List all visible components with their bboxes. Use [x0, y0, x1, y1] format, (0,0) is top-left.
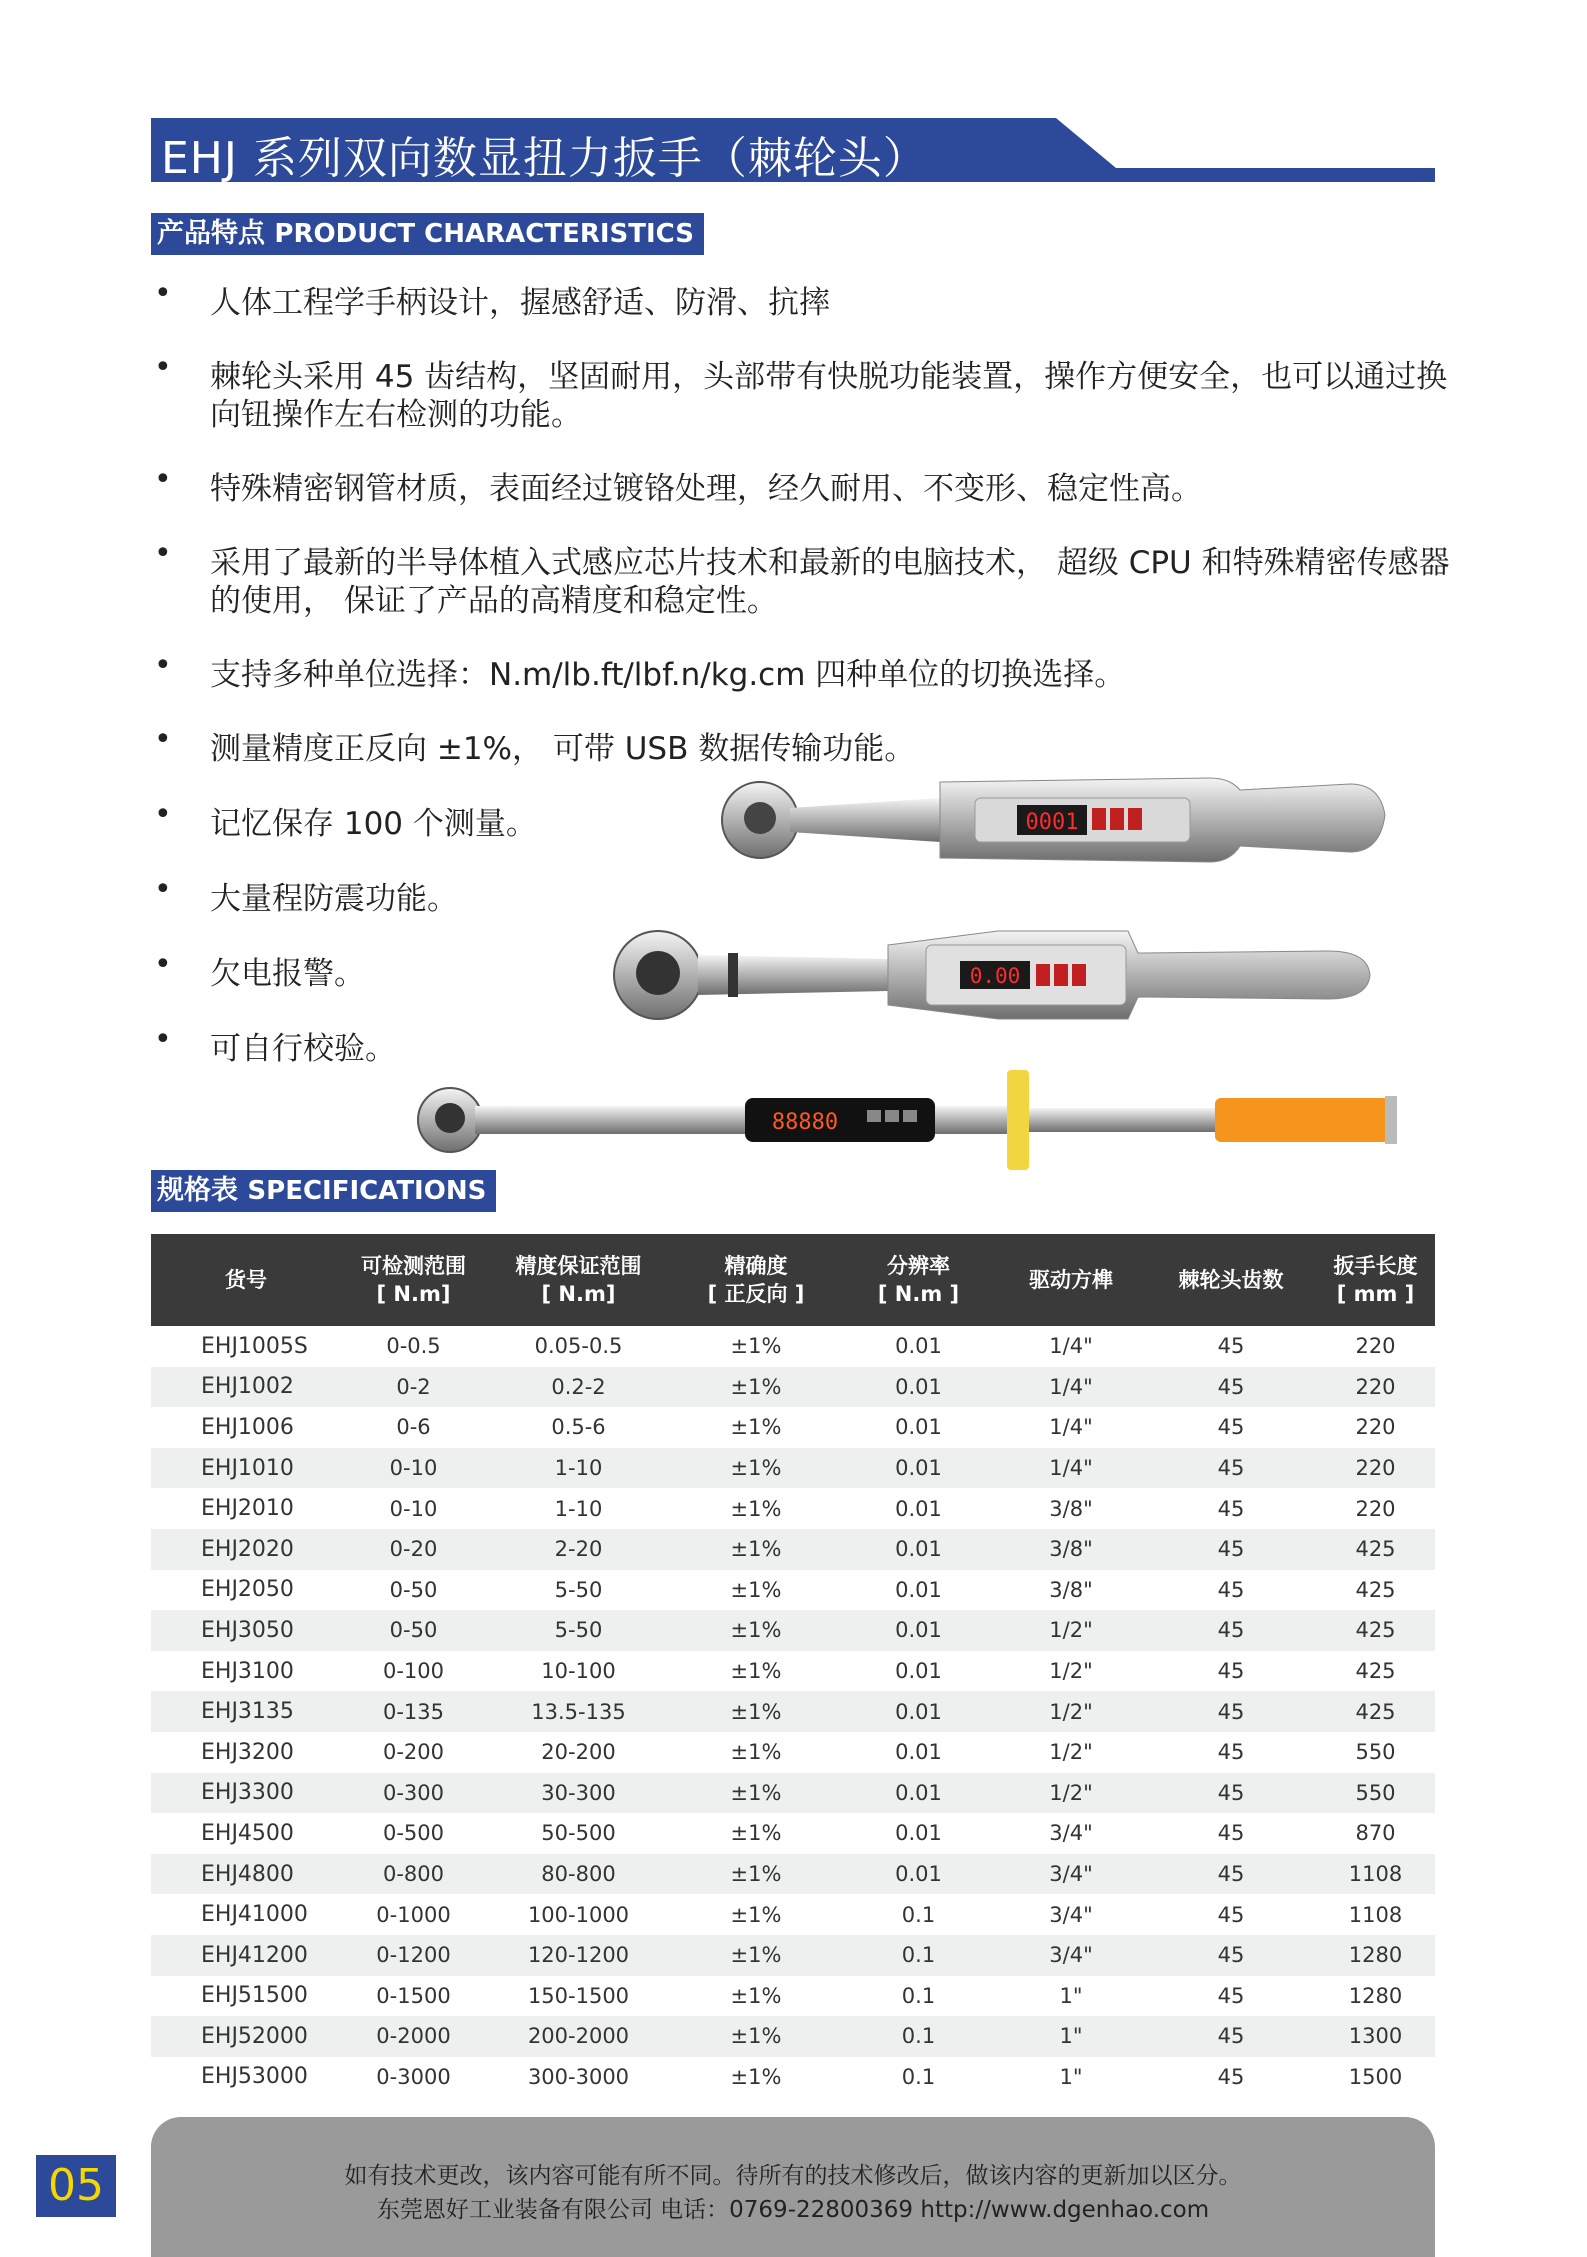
features-section-en: PRODUCT CHARACTERISTICS: [274, 219, 694, 249]
table-cell: 1-10: [554, 1496, 603, 1521]
table-cell: ±1%: [730, 1659, 782, 1684]
table-cell: 1": [1059, 1983, 1083, 2008]
table-cell: 0.2-2: [486, 1367, 671, 1408]
table-cell: 45: [1146, 1610, 1316, 1651]
bullet-icon: •: [154, 1022, 172, 1057]
table-cell: EHJ1006: [201, 1414, 294, 1440]
table-row: [151, 1570, 1435, 1611]
table-cell: 1": [1059, 2064, 1083, 2089]
table-cell: ±1%: [730, 1821, 782, 1846]
table-cell: EHJ3300: [151, 1773, 341, 1814]
table-cell: 0-300: [341, 1773, 486, 1814]
table-cell: 45: [1146, 1529, 1316, 1570]
wrench3-display: 88880: [771, 1110, 839, 1135]
table-cell: 0.01: [841, 1448, 996, 1489]
table-cell: ±1%: [671, 1691, 841, 1732]
spec-section-label: [151, 1170, 496, 1212]
table-cell: 425: [1316, 1610, 1435, 1651]
table-cell: 10-100: [541, 1659, 616, 1684]
table-cell: 0-800: [341, 1854, 486, 1895]
table-cell: 45: [1146, 1773, 1316, 1814]
wrench-image-medium: [608, 925, 1378, 1025]
table-cell: 45: [1217, 1577, 1245, 1602]
table-cell: EHJ3050: [151, 1610, 341, 1651]
table-cell: 45: [1217, 1415, 1245, 1440]
spec-header-row: [151, 1234, 1435, 1326]
table-cell: 5-50: [486, 1610, 671, 1651]
table-cell: 300-3000: [527, 2064, 630, 2089]
table-row: [151, 1529, 1435, 1570]
table-cell: 0.1: [841, 1935, 996, 1976]
page-title: EHJ 系列双向数显扭力扳手（棘轮头）: [161, 133, 928, 184]
table-cell: EHJ2010: [201, 1496, 294, 1522]
bullet-icon: •: [154, 947, 172, 982]
table-cell: 1280: [1316, 1935, 1435, 1976]
table-cell: 1300: [1316, 2016, 1435, 2057]
spec-header: 精确度 [ 正反向 ]: [671, 1234, 841, 1326]
table-cell: 220: [1355, 1496, 1396, 1521]
table-cell: 0-100: [382, 1659, 445, 1684]
table-cell: EHJ53000: [201, 2064, 308, 2090]
table-cell: 0-20: [341, 1529, 486, 1570]
spec-header: 棘轮头齿数: [1146, 1234, 1316, 1326]
feature-item: • 大量程防震功能。: [154, 872, 458, 917]
spec-header: 驱动方榫: [996, 1234, 1146, 1326]
spec-section-en: SPECIFICATIONS: [247, 1176, 487, 1206]
table-cell: ±1%: [730, 1334, 782, 1359]
table-cell: ±1%: [671, 1773, 841, 1814]
table-cell: 45: [1217, 1334, 1245, 1359]
feature-item: • 支持多种单位选择：N.m/lb.ft/lbf.n/kg.cm 四种单位的切换选择。: [154, 648, 1126, 693]
spec-table-body: [151, 1326, 1435, 2097]
table-cell: 0-6: [396, 1415, 431, 1440]
table-cell: ±1%: [671, 2016, 841, 2057]
table-cell: 50-500: [541, 1821, 616, 1846]
bullet-icon: •: [154, 276, 172, 311]
bullet-icon: •: [154, 722, 172, 757]
bullet-icon: •: [154, 462, 172, 497]
table-row: [151, 2057, 1435, 2098]
wrench1-display: 0001: [1025, 810, 1079, 835]
table-row: [151, 1488, 1435, 1529]
table-cell: EHJ1005S: [201, 1333, 308, 1359]
table-cell: 0.01: [895, 1334, 942, 1359]
table-cell: 0-10: [341, 1448, 486, 1489]
table-cell: 1/4": [1049, 1415, 1093, 1440]
feature-item: • 采用了最新的半导体植入式感应芯片技术和最新的电脑技术， 超级 CPU 和特殊精密传感器的使用， 保证了产品的高精度和稳定性。: [154, 536, 1450, 619]
table-cell: 45: [1217, 1659, 1245, 1684]
table-cell: 45: [1146, 1691, 1316, 1732]
table-cell: 220: [1355, 1415, 1396, 1440]
table-cell: 0-1000: [376, 1902, 451, 1927]
spec-header: 扳手长度 [ mm ]: [1316, 1234, 1435, 1326]
table-cell: 1108: [1316, 1854, 1435, 1895]
table-cell: 0.1: [901, 1902, 936, 1927]
table-cell: 0-1200: [341, 1935, 486, 1976]
table-cell: 200-2000: [486, 2016, 671, 2057]
table-cell: 3/4": [1049, 1821, 1093, 1846]
table-cell: 0-10: [389, 1496, 438, 1521]
table-cell: EHJ41200: [151, 1935, 341, 1976]
table-cell: 3/8": [1049, 1577, 1093, 1602]
table-cell: 3/4": [996, 1854, 1146, 1895]
table-cell: 3/8": [996, 1529, 1146, 1570]
bullet-icon: •: [154, 872, 172, 907]
table-cell: 0-2: [341, 1367, 486, 1408]
table-cell: EHJ2050: [201, 1577, 294, 1603]
table-cell: 1/4": [1049, 1334, 1093, 1359]
table-cell: 0.01: [895, 1740, 942, 1765]
table-cell: 45: [1217, 1983, 1245, 2008]
table-cell: 0-3000: [376, 2064, 451, 2089]
table-cell: ±1%: [730, 1983, 782, 2008]
table-cell: 0.01: [841, 1691, 996, 1732]
table-cell: 45: [1146, 1854, 1316, 1895]
table-row: [151, 1407, 1435, 1448]
table-cell: 3/4": [1049, 1902, 1093, 1927]
table-cell: 0.01: [895, 1577, 942, 1602]
table-cell: ±1%: [730, 1415, 782, 1440]
bullet-icon: •: [154, 648, 172, 683]
table-cell: ±1%: [671, 1935, 841, 1976]
table-cell: ±1%: [730, 1496, 782, 1521]
table-cell: EHJ4500: [201, 1820, 294, 1846]
table-cell: 220: [1316, 1367, 1435, 1408]
table-cell: ±1%: [671, 1448, 841, 1489]
table-cell: 1/2": [1049, 1659, 1093, 1684]
table-cell: ±1%: [671, 1610, 841, 1651]
feature-item: • 人体工程学手柄设计，握感舒适、防滑、抗摔: [154, 276, 830, 321]
wrench-image-long: [415, 1070, 1400, 1170]
table-cell: ±1%: [730, 1740, 782, 1765]
spec-header: 可检测范围 [ N.m]: [341, 1234, 486, 1326]
table-cell: 1/4": [996, 1448, 1146, 1489]
table-row: [151, 1610, 1435, 1651]
table-cell: 150-1500: [527, 1983, 630, 2008]
table-cell: 1/2": [996, 1610, 1146, 1651]
feature-item: • 可自行校验。: [154, 1022, 396, 1067]
wrench-image-small: [710, 770, 1400, 870]
table-cell: 425: [1355, 1659, 1396, 1684]
table-cell: 30-300: [486, 1773, 671, 1814]
table-row: [151, 1651, 1435, 1692]
table-cell: 0.01: [841, 1854, 996, 1895]
feature-item: • 测量精度正反向 ±1%， 可带 USB 数据传输功能。: [154, 722, 916, 767]
table-cell: 425: [1316, 1529, 1435, 1570]
table-cell: 1/2": [996, 1773, 1146, 1814]
footer-notice: 如有技术更改，该内容可能有所不同。待所有的技术修改后，做该内容的更新加以区分。: [344, 2163, 1242, 2189]
table-cell: 425: [1316, 1691, 1435, 1732]
table-cell: 0.01: [841, 1367, 996, 1408]
table-cell: 3/4": [996, 1935, 1146, 1976]
table-cell: 80-800: [486, 1854, 671, 1895]
table-cell: 0-500: [382, 1821, 445, 1846]
table-cell: 1/2": [996, 1691, 1146, 1732]
footer-contact: 东莞恩好工业装备有限公司 电话：0769-22800369 http://www.dgenhao.com: [376, 2197, 1210, 2223]
table-row: [151, 2016, 1435, 2057]
table-cell: 0.01: [841, 1529, 996, 1570]
table-cell: 0.01: [841, 1773, 996, 1814]
spec-header: 货号: [151, 1234, 341, 1326]
table-cell: 550: [1355, 1740, 1396, 1765]
table-cell: 45: [1217, 1902, 1245, 1927]
title-band: [151, 118, 1435, 182]
table-cell: 0-135: [341, 1691, 486, 1732]
table-cell: 2-20: [486, 1529, 671, 1570]
table-cell: 45: [1146, 2016, 1316, 2057]
table-cell: ±1%: [730, 1577, 782, 1602]
table-cell: EHJ51500: [201, 1983, 308, 2009]
table-cell: 45: [1146, 1448, 1316, 1489]
table-cell: 5-50: [554, 1577, 603, 1602]
table-cell: 870: [1355, 1821, 1396, 1846]
table-cell: 0-50: [341, 1610, 486, 1651]
feature-item: • 欠电报警。: [154, 947, 365, 992]
table-cell: 1": [996, 2016, 1146, 2057]
table-cell: EHJ41000: [201, 1902, 308, 1928]
table-row: [151, 1813, 1435, 1854]
table-row: [151, 1773, 1435, 1814]
feature-item: • 特殊精密钢管材质，表面经过镀铬处理，经久耐用、不变形、稳定性高。: [154, 462, 1202, 507]
table-cell: ±1%: [671, 1367, 841, 1408]
table-cell: 13.5-135: [486, 1691, 671, 1732]
table-cell: 120-1200: [486, 1935, 671, 1976]
table-cell: 0.1: [901, 1983, 936, 2008]
table-cell: 100-1000: [527, 1902, 630, 1927]
table-cell: EHJ4800: [151, 1854, 341, 1895]
table-cell: EHJ3100: [201, 1658, 294, 1684]
table-cell: 0.01: [895, 1415, 942, 1440]
table-cell: 0-2000: [341, 2016, 486, 2057]
table-cell: 0.01: [841, 1610, 996, 1651]
table-cell: 0-50: [389, 1577, 438, 1602]
spec-section-cn: 规格表: [157, 1175, 238, 1206]
table-row: [151, 1691, 1435, 1732]
table-row: [151, 1367, 1435, 1408]
table-cell: 0.5-6: [551, 1415, 606, 1440]
table-cell: 0-0.5: [386, 1334, 441, 1359]
table-cell: 1/4": [996, 1367, 1146, 1408]
table-cell: 45: [1217, 1821, 1245, 1846]
table-cell: EHJ2020: [151, 1529, 341, 1570]
bullet-icon: •: [154, 536, 172, 571]
bullet-icon: •: [154, 350, 172, 385]
table-row: [151, 1732, 1435, 1773]
table-cell: 45: [1217, 1496, 1245, 1521]
table-row: [151, 1448, 1435, 1489]
table-cell: ±1%: [671, 1529, 841, 1570]
table-cell: 0.05-0.5: [534, 1334, 623, 1359]
table-cell: 20-200: [541, 1740, 616, 1765]
table-cell: 0.01: [895, 1821, 942, 1846]
table-cell: 220: [1316, 1448, 1435, 1489]
table-cell: 45: [1217, 1740, 1245, 1765]
page-number: 05: [36, 2155, 116, 2217]
table-cell: EHJ1010: [151, 1448, 341, 1489]
table-cell: 0-1500: [376, 1983, 451, 2008]
table-row: [151, 1935, 1435, 1976]
table-cell: 45: [1146, 1367, 1316, 1408]
table-row: [151, 1326, 1435, 1367]
table-cell: 0-200: [382, 1740, 445, 1765]
spec-header: 精度保证范围 [ N.m]: [486, 1234, 671, 1326]
table-row: [151, 1894, 1435, 1935]
table-cell: EHJ52000: [151, 2016, 341, 2057]
table-cell: ±1%: [730, 2064, 782, 2089]
table-cell: 0.1: [841, 2016, 996, 2057]
table-cell: EHJ3135: [151, 1691, 341, 1732]
table-cell: 220: [1355, 1334, 1396, 1359]
table-cell: 1280: [1348, 1983, 1403, 2008]
table-cell: 0.01: [895, 1496, 942, 1521]
table-cell: EHJ3200: [201, 1739, 294, 1765]
spec-table: [151, 1234, 1435, 2097]
feature-item: • 棘轮头采用 45 齿结构，坚固耐用，头部带有快脱功能装置，操作方便安全，也可以通过换向钮操作左右检测的功能。: [154, 350, 1448, 433]
features-section-label: [151, 213, 704, 255]
table-cell: 45: [1146, 1935, 1316, 1976]
table-cell: 1108: [1348, 1902, 1403, 1927]
table-row: [151, 1976, 1435, 2017]
table-cell: 0.1: [901, 2064, 936, 2089]
spec-header: 分辨率 [ N.m ]: [841, 1234, 996, 1326]
table-cell: 3/8": [1049, 1496, 1093, 1521]
table-row: [151, 1854, 1435, 1895]
table-cell: 550: [1316, 1773, 1435, 1814]
table-cell: 1/2": [1049, 1740, 1093, 1765]
table-cell: ±1%: [671, 1854, 841, 1895]
wrench2-display: 0.00: [969, 964, 1021, 988]
table-cell: 425: [1355, 1577, 1396, 1602]
features-section-cn: 产品特点: [157, 218, 265, 249]
table-cell: 0.01: [895, 1659, 942, 1684]
table-cell: 1500: [1348, 2064, 1403, 2089]
bullet-icon: •: [154, 797, 172, 832]
table-cell: ±1%: [730, 1902, 782, 1927]
feature-item: • 记忆保存 100 个测量。: [154, 797, 537, 842]
table-cell: 1-10: [486, 1448, 671, 1489]
table-cell: EHJ1002: [151, 1367, 341, 1408]
footer: [151, 2117, 1435, 2257]
table-cell: 45: [1217, 2064, 1245, 2089]
